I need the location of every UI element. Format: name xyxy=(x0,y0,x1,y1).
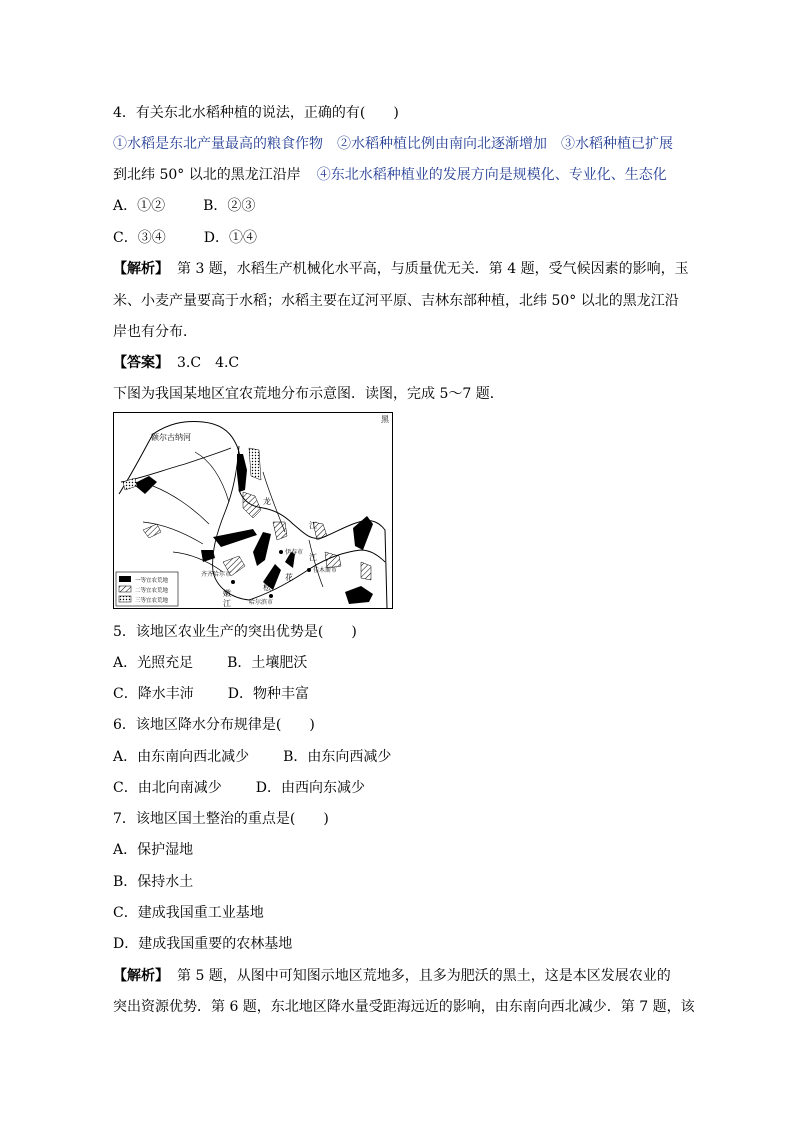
q4-option-c: C．③④ xyxy=(113,230,166,246)
analysis1-text1: 第 3 题，水稻生产机械化水平高，与质量优无关．第 4 题，受气候因素的影响，玉 xyxy=(177,261,689,277)
analysis1-line1 xyxy=(113,259,689,279)
analysis1-line2: 米、小麦产量要高于水稻；水稻主要在辽河平原、吉林东部种植，北纬 50° 以北的黑龙江沿 xyxy=(113,293,679,309)
legend-grade2-label: 二等宜农荒地 xyxy=(135,588,169,594)
label-song: 松 xyxy=(263,583,271,592)
q6-option-b: B．由东向西减少 xyxy=(283,749,392,765)
q6-options-row2 xyxy=(113,778,365,798)
q5-stem: 5．该地区农业生产的突出优势是( ) xyxy=(113,624,357,640)
q4-option-a: A．①② xyxy=(113,198,166,214)
jiamusi-city-marker xyxy=(307,568,311,572)
analysis1-line3: 岸也有分布． xyxy=(113,324,197,340)
q7-option-b: B．保持水土 xyxy=(113,874,194,890)
label-jiamusi: 佳木斯市 xyxy=(313,567,338,574)
answer1-label: 【答案】 xyxy=(113,355,169,371)
q4-options-row2 xyxy=(113,228,257,248)
q4-option-b: B．②③ xyxy=(203,198,256,214)
analysis2-line1 xyxy=(113,966,671,986)
legend-grade2-swatch xyxy=(119,586,131,592)
map-intro: 下图为我国某地区宜农荒地分布示意图．读图，完成 5～7 题． xyxy=(113,386,504,402)
analysis2-label: 【解析】 xyxy=(113,968,169,984)
legend-grade3-swatch xyxy=(119,596,131,602)
q5-option-d: D．物种丰富 xyxy=(227,686,309,702)
q4-option-d: D．①④ xyxy=(203,230,257,246)
analysis1-label: 【解析】 xyxy=(113,261,169,277)
label-hei: 黑 xyxy=(381,415,389,424)
map-legend xyxy=(116,572,178,606)
label-long: 龙 xyxy=(263,497,271,506)
q5-option-b: B．土壤肥沃 xyxy=(227,655,308,671)
q6-options-row1 xyxy=(113,747,391,767)
q5-options-row2 xyxy=(113,684,309,704)
q4-options-row1 xyxy=(113,196,255,216)
label-yichun: 伊春市 xyxy=(285,549,304,556)
q6-stem: 6．该地区降水分布规律是( ) xyxy=(113,717,315,733)
label-harbin: 哈尔滨市 xyxy=(249,599,274,606)
label-hua: 花 xyxy=(285,573,293,582)
q6-option-a: A．由东南向西北减少 xyxy=(113,749,250,765)
q7-option-a: A．保护湿地 xyxy=(113,842,194,858)
wasteland-distribution-map xyxy=(113,412,393,609)
q4-statements-line2 xyxy=(113,165,667,185)
harbin-city-marker xyxy=(269,594,273,598)
q4-statement-3-tail: 到北纬 50° 以北的黑龙江沿岸 xyxy=(113,167,301,183)
label-jiang-1: 江 xyxy=(309,521,317,530)
legend-grade3-label: 三等宜农荒地 xyxy=(135,598,169,604)
label-qiqihar: 齐齐哈尔市 xyxy=(201,571,232,578)
analysis2-text1: 第 5 题，从图中可知图示地区荒地多，且多为肥沃的黑土，这是本区发展农业的 xyxy=(177,968,671,984)
label-nen: 嫩 xyxy=(223,589,231,598)
wasteland-grade3-area xyxy=(249,448,261,480)
q7-stem: 7．该地区国土整治的重点是( ) xyxy=(113,811,329,827)
q7-option-d: D．建成我国重要的农林基地 xyxy=(113,936,293,952)
label-jiang-2: 江 xyxy=(309,553,317,562)
label-jiang-3: 江 xyxy=(223,599,231,608)
q7-option-c: C．建成我国重工业基地 xyxy=(113,905,264,921)
yichun-city-marker xyxy=(279,550,283,554)
q6-option-d: D．由西向东减少 xyxy=(255,780,365,796)
q6-option-c: C．由北向南减少 xyxy=(113,780,222,796)
legend-grade1-swatch xyxy=(119,576,131,582)
answer1 xyxy=(113,353,239,373)
q4-statements-line1: ①水稻是东北产量最高的粮食作物 ②水稻种植比例由南向北逐渐增加 ③水稻种植已扩展 xyxy=(113,136,673,152)
answer1-text: 3.C 4.C xyxy=(177,355,240,371)
q5-option-a: A．光照充足 xyxy=(113,655,194,671)
q5-option-c: C．降水丰沛 xyxy=(113,686,194,702)
qiqihar-city-marker xyxy=(231,580,235,584)
analysis2-line2: 突出资源优势．第 6 题，东北地区降水量受距海远近的影响，由东南向西北减少．第 7 题，该 xyxy=(113,999,695,1015)
label-ergun-river: 额尔古纳河 xyxy=(151,433,191,442)
legend-grade1-label: 一等宜农荒地 xyxy=(135,578,169,584)
q4-statement-4: ④东北水稻种植业的发展方向是规模化、专业化、生态化 xyxy=(316,167,667,183)
q4-stem: 4．有关东北水稻种植的说法，正确的有( ) xyxy=(113,105,399,121)
q5-options-row1 xyxy=(113,653,307,673)
